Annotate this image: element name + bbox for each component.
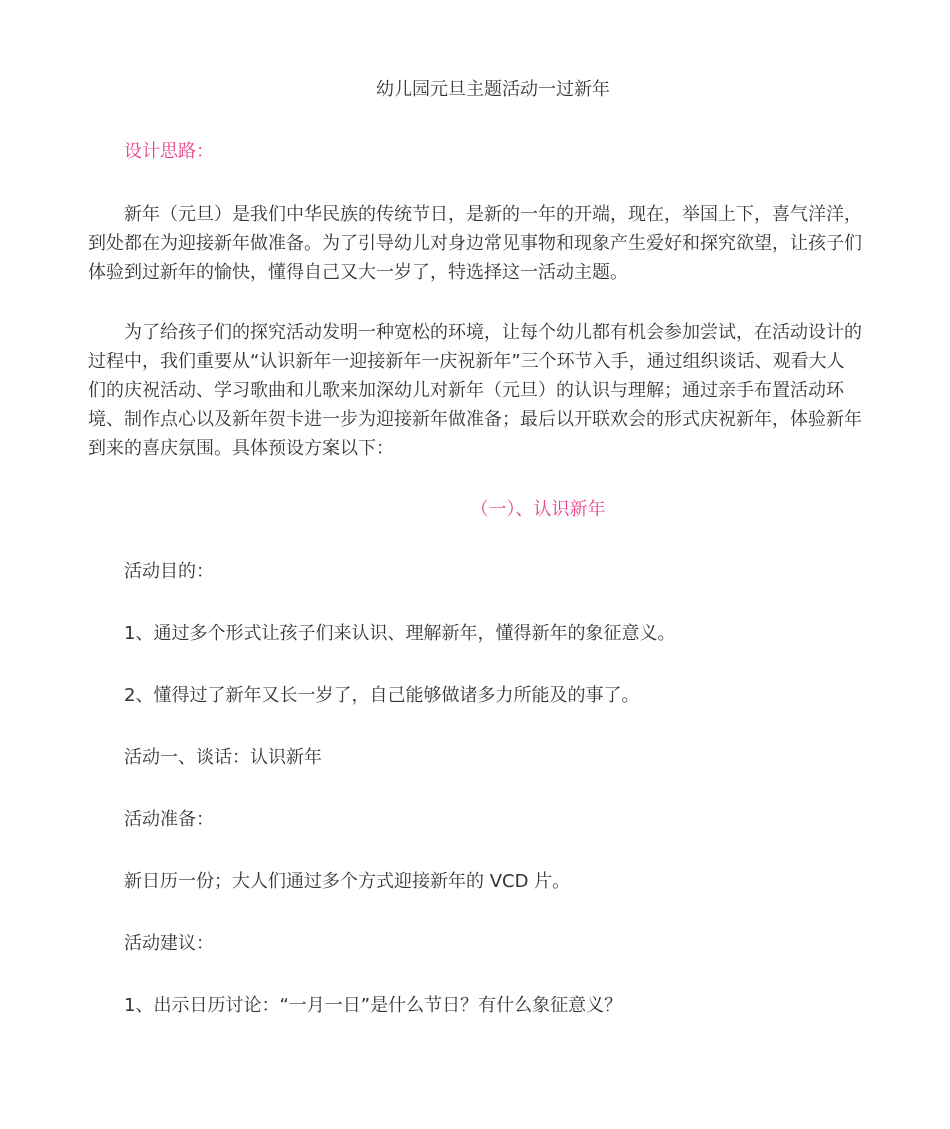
suggest-label: 活动建议： — [124, 933, 214, 954]
suggest-item-1: 1、出示日历讨论：“一月一日”是什么节日？有什么象征意义？ — [124, 995, 623, 1016]
activity-1-title: 活动一、谈话：认识新年 — [124, 747, 322, 768]
section-heading-recognize-new-year: （一）、认识新年 — [470, 499, 606, 520]
prep-text: 新日历一份；大人们通过多个方式迎接新年的 VCD 片。 — [124, 871, 571, 892]
goal-label: 活动目的： — [124, 561, 214, 582]
document-title: 幼儿园元旦主题活动一过新年 — [376, 79, 610, 100]
design-label: 设计思路： — [124, 141, 214, 162]
paragraph-plan: 为了给孩子们的探究活动发明一种宽松的环境，让每个幼儿都有机会参加尝试，在活动设计的过程中，我们重要从“认识新年一迎接新年一庆祝新年”三个环节入手，通过组织谈话、观看大人们的庆祝活动、学习歌曲和儿歌来加深幼儿对新年（元旦）的认识与理解；通过亲手布置活动环境、制作点心以及新年贺卡进一步为迎接新年做准备；最后以开联欢会的形式庆祝新年，体验新年到来的喜庆氛围。具体预设方案以下： — [88, 322, 862, 459]
goal-item-2: 2、懂得过了新年又长一岁了，自己能够做诸多力所能及的事了。 — [124, 685, 640, 706]
paragraph-intro: 新年（元旦）是我们中华民族的传统节日，是新的一年的开端，现在，举国上下，喜气洋洋，到处都在为迎接新年做准备。为了引导幼儿对身边常见事物和现象产生爱好和探究欲望，让孩子们体验到过新年的愉快，懂得自己又大一岁了，特选择这一活动主题。 — [88, 204, 862, 283]
prep-label: 活动准备： — [124, 809, 214, 830]
goal-item-1: 1、通过多个形式让孩子们来认识、理解新年，懂得新年的象征意义。 — [124, 623, 676, 644]
